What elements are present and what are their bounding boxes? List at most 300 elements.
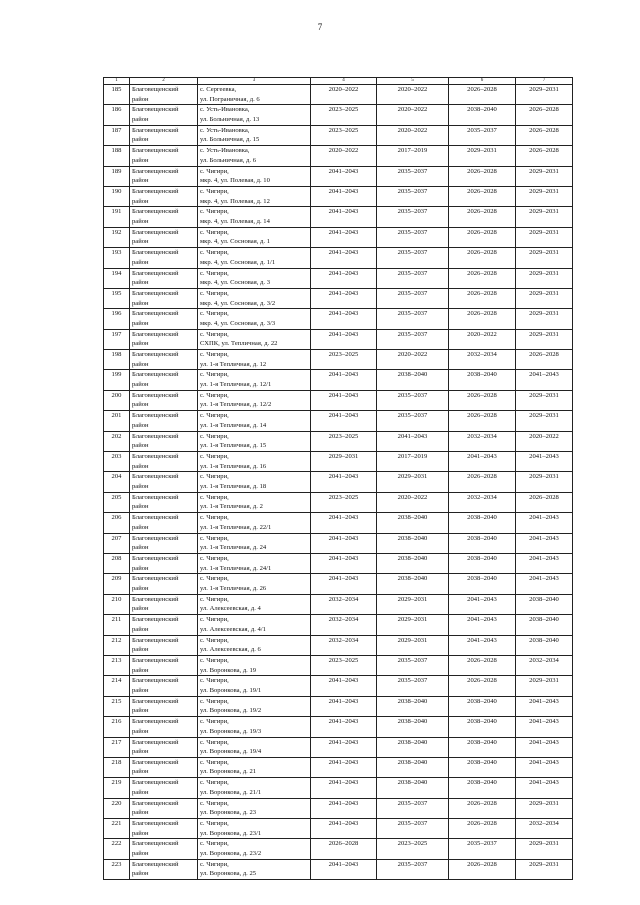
district-cell bbox=[130, 166, 198, 186]
period-col-7: 2041–2043 bbox=[516, 452, 573, 472]
row-number: 202 bbox=[104, 431, 130, 451]
period-col-5: 2020–2022 bbox=[377, 350, 449, 370]
district-line-1: Благовещенский bbox=[132, 860, 179, 868]
table-row bbox=[104, 207, 573, 227]
district-line-1: Благовещенский bbox=[132, 269, 179, 277]
district-line-2: район bbox=[132, 605, 149, 613]
period-col-7: 2029–2031 bbox=[516, 166, 573, 186]
district-line-2: район bbox=[132, 381, 149, 389]
district-line-2: район bbox=[132, 115, 149, 123]
row-number: 206 bbox=[104, 513, 130, 533]
row-number: 196 bbox=[104, 309, 130, 329]
address-line-1: с. Чигири, bbox=[200, 514, 229, 522]
table-row bbox=[104, 105, 573, 125]
address-line-2: ул. 1-я Тепличная, д. 24/1 bbox=[200, 564, 272, 572]
district-line-2: район bbox=[132, 442, 149, 450]
district-line-1: Благовещенский bbox=[132, 514, 179, 522]
period-col-5: 2029–2031 bbox=[377, 615, 449, 635]
district-cell bbox=[130, 492, 198, 512]
district-line-2: район bbox=[132, 217, 149, 225]
row-number: 214 bbox=[104, 676, 130, 696]
district-line-2: район bbox=[132, 768, 149, 776]
period-col-4: 2023–2025 bbox=[311, 105, 377, 125]
period-col-5: 2029–2031 bbox=[377, 635, 449, 655]
district-cell bbox=[130, 859, 198, 879]
district-cell bbox=[130, 248, 198, 268]
period-col-7: 2038–2040 bbox=[516, 615, 573, 635]
period-col-4: 2023–2025 bbox=[311, 125, 377, 145]
district-line-1: Благовещенский bbox=[132, 310, 179, 318]
address-line-1: с. Чигири, bbox=[200, 677, 229, 685]
period-col-7: 2041–2043 bbox=[516, 757, 573, 777]
district-cell bbox=[130, 737, 198, 757]
period-col-6: 2038–2040 bbox=[449, 717, 516, 737]
period-col-6: 2026–2028 bbox=[449, 411, 516, 431]
table-row bbox=[104, 635, 573, 655]
period-col-4: 2041–2043 bbox=[311, 248, 377, 268]
period-col-7: 2029–2031 bbox=[516, 411, 573, 431]
address-cell bbox=[198, 778, 311, 798]
period-col-7: 2029–2031 bbox=[516, 859, 573, 879]
row-number: 207 bbox=[104, 533, 130, 553]
district-cell bbox=[130, 146, 198, 166]
address-line-1: с. Чигири, bbox=[200, 289, 229, 297]
period-col-5: 2035–2037 bbox=[377, 227, 449, 247]
address-cell bbox=[198, 717, 311, 737]
period-col-5: 2029–2031 bbox=[377, 594, 449, 614]
address-line-2: ул. Воронкова, д. 23/2 bbox=[200, 850, 262, 858]
table-row bbox=[104, 268, 573, 288]
table-row bbox=[104, 125, 573, 145]
period-col-4: 2041–2043 bbox=[311, 309, 377, 329]
period-col-4: 2041–2043 bbox=[311, 737, 377, 757]
period-col-5: 2017–2019 bbox=[377, 146, 449, 166]
address-line-2: мкр. 4, ул. Сосновая, д. 1 bbox=[200, 238, 271, 246]
district-cell bbox=[130, 390, 198, 410]
district-cell bbox=[130, 757, 198, 777]
table-row bbox=[104, 166, 573, 186]
address-line-2: ул. 1-я Тепличная, д. 12/2 bbox=[200, 401, 272, 409]
row-number: 218 bbox=[104, 757, 130, 777]
period-col-6: 2032–2034 bbox=[449, 350, 516, 370]
period-col-4: 2023–2025 bbox=[311, 655, 377, 675]
district-line-2: район bbox=[132, 503, 149, 511]
period-col-5: 2035–2037 bbox=[377, 288, 449, 308]
row-number: 199 bbox=[104, 370, 130, 390]
period-col-6: 2020–2022 bbox=[449, 329, 516, 349]
district-line-2: район bbox=[132, 197, 149, 205]
address-line-1: с. Чигири, bbox=[200, 269, 229, 277]
table-row bbox=[104, 513, 573, 533]
row-number: 191 bbox=[104, 207, 130, 227]
district-cell bbox=[130, 411, 198, 431]
table-row bbox=[104, 492, 573, 512]
address-line-2: ул. Воронкова, д. 23/1 bbox=[200, 829, 262, 837]
address-line-1: с. Чигири, bbox=[200, 840, 229, 848]
district-cell bbox=[130, 268, 198, 288]
table-row bbox=[104, 798, 573, 818]
column-header: 7 bbox=[516, 78, 573, 85]
district-line-1: Благовещенский bbox=[132, 636, 179, 644]
district-cell bbox=[130, 472, 198, 492]
period-col-4: 2032–2034 bbox=[311, 635, 377, 655]
district-line-1: Благовещенский bbox=[132, 799, 179, 807]
period-col-6: 2038–2040 bbox=[449, 737, 516, 757]
period-col-4: 2041–2043 bbox=[311, 288, 377, 308]
period-col-7: 2041–2043 bbox=[516, 513, 573, 533]
row-number: 213 bbox=[104, 655, 130, 675]
address-line-2: ул. 1-я Тепличная, д. 18 bbox=[200, 483, 267, 491]
district-line-2: район bbox=[132, 421, 149, 429]
period-col-7: 2041–2043 bbox=[516, 696, 573, 716]
period-col-4: 2041–2043 bbox=[311, 819, 377, 839]
column-number-header bbox=[104, 78, 573, 85]
district-line-2: район bbox=[132, 829, 149, 837]
period-col-7: 2041–2043 bbox=[516, 574, 573, 594]
period-col-4: 2041–2043 bbox=[311, 574, 377, 594]
table-row bbox=[104, 370, 573, 390]
district-line-2: район bbox=[132, 544, 149, 552]
address-line-2: мкр. 4, ул. Сосновая, д. 3/2 bbox=[200, 299, 276, 307]
district-line-1: Благовещенский bbox=[132, 616, 179, 624]
district-cell bbox=[130, 798, 198, 818]
district-cell bbox=[130, 513, 198, 533]
period-col-6: 2026–2028 bbox=[449, 85, 516, 105]
district-cell bbox=[130, 186, 198, 206]
district-line-1: Благовещенский bbox=[132, 228, 179, 236]
period-col-7: 2038–2040 bbox=[516, 594, 573, 614]
address-cell bbox=[198, 859, 311, 879]
row-number: 185 bbox=[104, 85, 130, 105]
table-row bbox=[104, 655, 573, 675]
district-cell bbox=[130, 207, 198, 227]
period-col-5: 2035–2037 bbox=[377, 390, 449, 410]
table-row bbox=[104, 186, 573, 206]
district-cell bbox=[130, 696, 198, 716]
table-row bbox=[104, 452, 573, 472]
district-line-2: район bbox=[132, 625, 149, 633]
address-cell bbox=[198, 819, 311, 839]
period-col-7: 2041–2043 bbox=[516, 778, 573, 798]
address-cell bbox=[198, 411, 311, 431]
district-line-2: район bbox=[132, 727, 149, 735]
period-col-5: 2038–2040 bbox=[377, 533, 449, 553]
address-line-1: с. Чигири, bbox=[200, 453, 229, 461]
table-row bbox=[104, 329, 573, 349]
address-line-1: с. Чигири, bbox=[200, 860, 229, 868]
table-row bbox=[104, 227, 573, 247]
period-col-7: 2041–2043 bbox=[516, 370, 573, 390]
period-col-6: 2026–2028 bbox=[449, 859, 516, 879]
period-col-7: 2029–2031 bbox=[516, 186, 573, 206]
address-cell bbox=[198, 370, 311, 390]
table-row bbox=[104, 146, 573, 166]
district-cell bbox=[130, 574, 198, 594]
table-row bbox=[104, 696, 573, 716]
district-cell bbox=[130, 819, 198, 839]
period-col-4: 2020–2022 bbox=[311, 146, 377, 166]
address-line-1: с. Чигири, bbox=[200, 718, 229, 726]
address-cell bbox=[198, 431, 311, 451]
address-cell bbox=[198, 676, 311, 696]
address-line-1: с. Чигири, bbox=[200, 228, 229, 236]
period-col-7: 2041–2043 bbox=[516, 533, 573, 553]
address-cell bbox=[198, 574, 311, 594]
period-col-5: 2020–2022 bbox=[377, 492, 449, 512]
table-row bbox=[104, 757, 573, 777]
address-line-2: ул. Воронкова, д. 21/1 bbox=[200, 788, 262, 796]
district-cell bbox=[130, 655, 198, 675]
period-col-5: 2038–2040 bbox=[377, 778, 449, 798]
address-line-2: ул. Воронкова, д. 19 bbox=[200, 666, 257, 674]
district-line-2: район bbox=[132, 156, 149, 164]
table-row bbox=[104, 553, 573, 573]
period-col-5: 2038–2040 bbox=[377, 513, 449, 533]
address-cell bbox=[198, 309, 311, 329]
district-line-2: район bbox=[132, 319, 149, 327]
table-row bbox=[104, 85, 573, 105]
table-row bbox=[104, 859, 573, 879]
table-row bbox=[104, 676, 573, 696]
period-col-6: 2026–2028 bbox=[449, 248, 516, 268]
period-col-5: 2038–2040 bbox=[377, 553, 449, 573]
address-line-2: ул. Больничная, д. 6 bbox=[200, 156, 256, 164]
period-col-5: 2035–2037 bbox=[377, 859, 449, 879]
period-col-4: 2041–2043 bbox=[311, 859, 377, 879]
period-col-7: 2029–2031 bbox=[516, 839, 573, 859]
address-cell bbox=[198, 350, 311, 370]
period-col-6: 2026–2028 bbox=[449, 166, 516, 186]
address-line-1: с. Чигири, bbox=[200, 330, 229, 338]
address-cell bbox=[198, 553, 311, 573]
address-cell bbox=[198, 492, 311, 512]
period-col-6: 2026–2028 bbox=[449, 288, 516, 308]
address-line-2: мкр. 4, ул. Сосновая, д. 3/3 bbox=[200, 319, 276, 327]
period-col-4: 2041–2043 bbox=[311, 207, 377, 227]
district-line-1: Благовещенский bbox=[132, 738, 179, 746]
address-line-2: ул. Алексеевская, д. 6 bbox=[200, 646, 261, 654]
district-line-2: район bbox=[132, 646, 149, 654]
address-line-1: с. Сергеевка, bbox=[200, 86, 237, 93]
district-cell bbox=[130, 635, 198, 655]
address-line-2: ул. 1-я Тепличная, д. 24 bbox=[200, 544, 267, 552]
period-col-4: 2041–2043 bbox=[311, 533, 377, 553]
address-cell bbox=[198, 615, 311, 635]
period-col-5: 2017–2019 bbox=[377, 452, 449, 472]
address-line-1: с. Чигири, bbox=[200, 779, 229, 787]
address-cell bbox=[198, 186, 311, 206]
address-line-1: с. Чигири, bbox=[200, 167, 229, 175]
district-line-1: Благовещенский bbox=[132, 554, 179, 562]
period-col-5: 2020–2022 bbox=[377, 85, 449, 105]
period-col-7: 2041–2043 bbox=[516, 737, 573, 757]
district-line-2: район bbox=[132, 258, 149, 266]
address-line-1: с. Чигири, bbox=[200, 473, 229, 481]
district-line-1: Благовещенский bbox=[132, 86, 179, 93]
row-number: 204 bbox=[104, 472, 130, 492]
table-row bbox=[104, 248, 573, 268]
district-line-1: Благовещенский bbox=[132, 187, 179, 195]
address-line-2: ул. Воронкова, д. 19/2 bbox=[200, 707, 262, 715]
address-cell bbox=[198, 757, 311, 777]
address-line-1: с. Чигири, bbox=[200, 616, 229, 624]
row-number: 223 bbox=[104, 859, 130, 879]
address-line-2: ул. Больничная, д. 13 bbox=[200, 115, 260, 123]
district-cell bbox=[130, 431, 198, 451]
address-cell bbox=[198, 105, 311, 125]
district-line-1: Благовещенский bbox=[132, 473, 179, 481]
address-line-1: с. Усть-Ивановка, bbox=[200, 147, 250, 155]
address-line-1: с. Чигири, bbox=[200, 636, 229, 644]
row-number: 215 bbox=[104, 696, 130, 716]
period-col-7: 2026–2028 bbox=[516, 146, 573, 166]
district-line-2: район bbox=[132, 340, 149, 348]
district-line-2: район bbox=[132, 360, 149, 368]
address-line-1: с. Чигири, bbox=[200, 371, 229, 379]
address-cell bbox=[198, 472, 311, 492]
address-line-1: с. Чигири, bbox=[200, 738, 229, 746]
table-row bbox=[104, 574, 573, 594]
period-col-6: 2032–2034 bbox=[449, 492, 516, 512]
table-row bbox=[104, 594, 573, 614]
district-cell bbox=[130, 370, 198, 390]
column-header: 4 bbox=[311, 78, 377, 85]
district-line-1: Благовещенский bbox=[132, 677, 179, 685]
district-line-2: район bbox=[132, 666, 149, 674]
address-line-1: с. Чигири, bbox=[200, 758, 229, 766]
period-col-7: 2032–2034 bbox=[516, 655, 573, 675]
period-col-4: 2026–2028 bbox=[311, 839, 377, 859]
table-row bbox=[104, 778, 573, 798]
district-line-1: Благовещенский bbox=[132, 534, 179, 542]
table-row bbox=[104, 533, 573, 553]
period-col-5: 2038–2040 bbox=[377, 737, 449, 757]
row-number: 216 bbox=[104, 717, 130, 737]
district-line-1: Благовещенский bbox=[132, 697, 179, 705]
district-cell bbox=[130, 105, 198, 125]
address-cell bbox=[198, 85, 311, 105]
page-number: 7 bbox=[317, 22, 323, 32]
period-col-7: 2029–2031 bbox=[516, 676, 573, 696]
period-col-5: 2035–2037 bbox=[377, 655, 449, 675]
period-col-5: 2035–2037 bbox=[377, 676, 449, 696]
period-col-5: 2035–2037 bbox=[377, 411, 449, 431]
table-row bbox=[104, 411, 573, 431]
district-cell bbox=[130, 227, 198, 247]
period-col-5: 2023–2025 bbox=[377, 839, 449, 859]
address-line-1: с. Чигири, bbox=[200, 697, 229, 705]
address-cell bbox=[198, 288, 311, 308]
address-line-1: с. Усть-Ивановка, bbox=[200, 126, 250, 134]
period-col-5: 2038–2040 bbox=[377, 574, 449, 594]
district-line-1: Благовещенский bbox=[132, 391, 179, 399]
address-line-2: мкр. 4, ул. Сосновая, д. 1/1 bbox=[200, 258, 276, 266]
period-col-6: 2026–2028 bbox=[449, 186, 516, 206]
period-col-4: 2032–2034 bbox=[311, 594, 377, 614]
row-number: 219 bbox=[104, 778, 130, 798]
period-col-5: 2038–2040 bbox=[377, 370, 449, 390]
district-line-1: Благовещенский bbox=[132, 840, 179, 848]
period-col-5: 2035–2037 bbox=[377, 268, 449, 288]
district-line-2: район bbox=[132, 870, 149, 878]
district-line-2: район bbox=[132, 686, 149, 694]
district-cell bbox=[130, 717, 198, 737]
period-col-4: 2029–2031 bbox=[311, 452, 377, 472]
period-col-4: 2041–2043 bbox=[311, 370, 377, 390]
period-col-5: 2029–2031 bbox=[377, 472, 449, 492]
district-line-1: Благовещенский bbox=[132, 595, 179, 603]
district-line-1: Благовещенский bbox=[132, 330, 179, 338]
row-number: 194 bbox=[104, 268, 130, 288]
district-line-2: район bbox=[132, 177, 149, 185]
period-col-7: 2029–2031 bbox=[516, 207, 573, 227]
period-col-7: 2029–2031 bbox=[516, 798, 573, 818]
period-col-6: 2026–2028 bbox=[449, 819, 516, 839]
period-col-7: 2029–2031 bbox=[516, 329, 573, 349]
district-line-1: Благовещенский bbox=[132, 758, 179, 766]
row-number: 201 bbox=[104, 411, 130, 431]
district-line-1: Благовещенский bbox=[132, 147, 179, 155]
period-col-6: 2041–2043 bbox=[449, 452, 516, 472]
district-cell bbox=[130, 329, 198, 349]
table-row bbox=[104, 737, 573, 757]
period-col-5: 2020–2022 bbox=[377, 125, 449, 145]
period-col-4: 2023–2025 bbox=[311, 431, 377, 451]
period-col-5: 2035–2037 bbox=[377, 798, 449, 818]
period-col-5: 2035–2037 bbox=[377, 186, 449, 206]
row-number: 186 bbox=[104, 105, 130, 125]
period-col-7: 2029–2031 bbox=[516, 288, 573, 308]
district-line-2: район bbox=[132, 523, 149, 531]
row-number: 198 bbox=[104, 350, 130, 370]
address-line-1: с. Чигири, bbox=[200, 187, 229, 195]
district-line-1: Благовещенский bbox=[132, 208, 179, 216]
district-line-2: район bbox=[132, 299, 149, 307]
period-col-4: 2041–2043 bbox=[311, 227, 377, 247]
district-line-2: район bbox=[132, 238, 149, 246]
row-number: 189 bbox=[104, 166, 130, 186]
table-row bbox=[104, 431, 573, 451]
row-number: 209 bbox=[104, 574, 130, 594]
address-cell bbox=[198, 452, 311, 472]
table-row bbox=[104, 717, 573, 737]
district-line-1: Благовещенский bbox=[132, 351, 179, 359]
district-line-1: Благовещенский bbox=[132, 656, 179, 664]
district-line-1: Благовещенский bbox=[132, 412, 179, 420]
period-col-7: 2041–2043 bbox=[516, 717, 573, 737]
address-line-1: с. Чигири, bbox=[200, 432, 229, 440]
period-col-4: 2041–2043 bbox=[311, 798, 377, 818]
address-line-1: с. Чигири, bbox=[200, 656, 229, 664]
period-col-5: 2035–2037 bbox=[377, 166, 449, 186]
district-line-1: Благовещенский bbox=[132, 106, 179, 114]
period-col-6: 2038–2040 bbox=[449, 778, 516, 798]
table-row bbox=[104, 819, 573, 839]
address-line-1: с. Чигири, bbox=[200, 799, 229, 807]
column-header: 3 bbox=[198, 78, 311, 85]
address-line-2: мкр. 4, ул. Сосновая, д. 3 bbox=[200, 279, 271, 287]
address-cell bbox=[198, 390, 311, 410]
address-line-2: ул. 1-я Тепличная, д. 26 bbox=[200, 584, 267, 592]
period-col-7: 2029–2031 bbox=[516, 268, 573, 288]
period-col-4: 2023–2025 bbox=[311, 350, 377, 370]
address-cell bbox=[198, 594, 311, 614]
period-col-7: 2041–2043 bbox=[516, 553, 573, 573]
row-number: 205 bbox=[104, 492, 130, 512]
address-line-2: ул. Пограничная, д. 6 bbox=[200, 95, 260, 103]
period-col-4: 2041–2043 bbox=[311, 390, 377, 410]
address-line-1: с. Чигири, bbox=[200, 554, 229, 562]
